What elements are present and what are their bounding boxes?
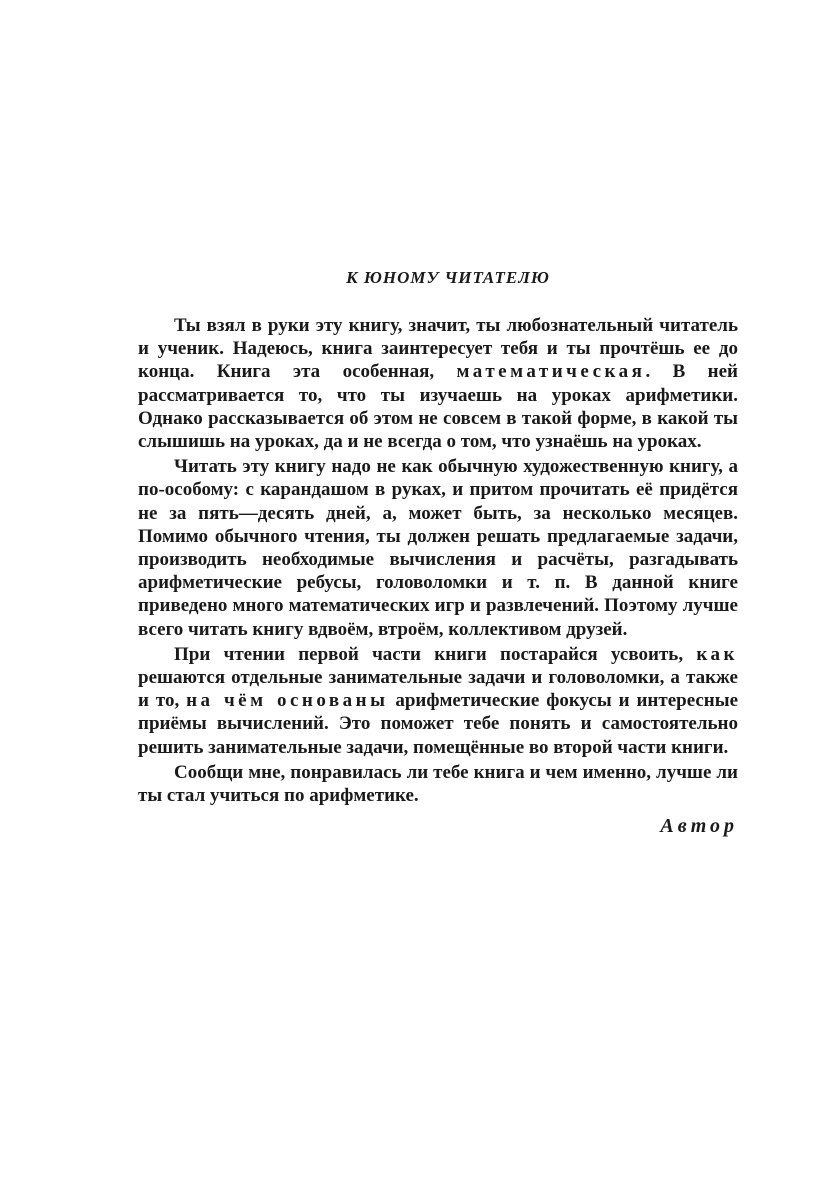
paragraph-3-part-1: При чтении первой части книги постарайся усвоить, [174, 643, 697, 665]
paragraph-3-spaced-word-1: как [696, 643, 738, 665]
paragraph-2: Читать эту книгу надо не как обычную художественную книгу, а по-особому: с карандашом в руках, и притом прочитать её придётся не за пять—десять дней, а, может быть, за несколько месяцев. Помимо обычного чтения, ты должен решать предлагаемые задачи, производить необходимые вычисления и расчёты, разгадывать арифметические ребусы, головоломки и т. п. В данной книге приведено много математических игр и развлечений. Поэтому лучше всего читать книгу вдвоём, втроём, коллективом друзей. [138, 456, 738, 640]
paragraph-3-spaced-word-2: на чём основаны [186, 690, 389, 712]
paragraph-1-text-start: Ты взял в руки эту книгу, значит, ты любознательный читатель и ученик. Надеюсь, книга заинтересует тебя и ты прочтёшь ее до конца. Книга эта особенная, [138, 315, 738, 383]
paragraph-1 [138, 314, 738, 453]
paragraph-1-text-end: . В ней рассматривается то, что ты изучаешь на уроках арифметики. Однако рассказывается об этом не совсем в такой форме, в какой ты слышишь на уроках, да и не всегда о том, что узнаёшь на уроках. [138, 361, 738, 453]
paragraph-4: Сообщи мне, понравилась ли тебе книга и чем именно, лучше ли ты стал учиться по арифметике. [138, 761, 738, 807]
page-heading: К ЮНОМУ ЧИТАТЕЛЮ [346, 268, 550, 287]
paragraph-3-part-2: решаются отдельные занимательные задачи и головоломки, а также и то, [138, 667, 738, 712]
author-signature: Автор [660, 815, 738, 838]
paragraph-1-spaced-word: математическая [456, 361, 646, 383]
paragraph-3-part-3: арифметические фокусы и интересные приёмы вычислений. Это поможет тебе понять и самостоятельно решить занимательные задачи, помещённые во второй части книги. [138, 690, 739, 758]
paragraph-3 [138, 643, 738, 759]
preface-text-block [138, 268, 738, 838]
